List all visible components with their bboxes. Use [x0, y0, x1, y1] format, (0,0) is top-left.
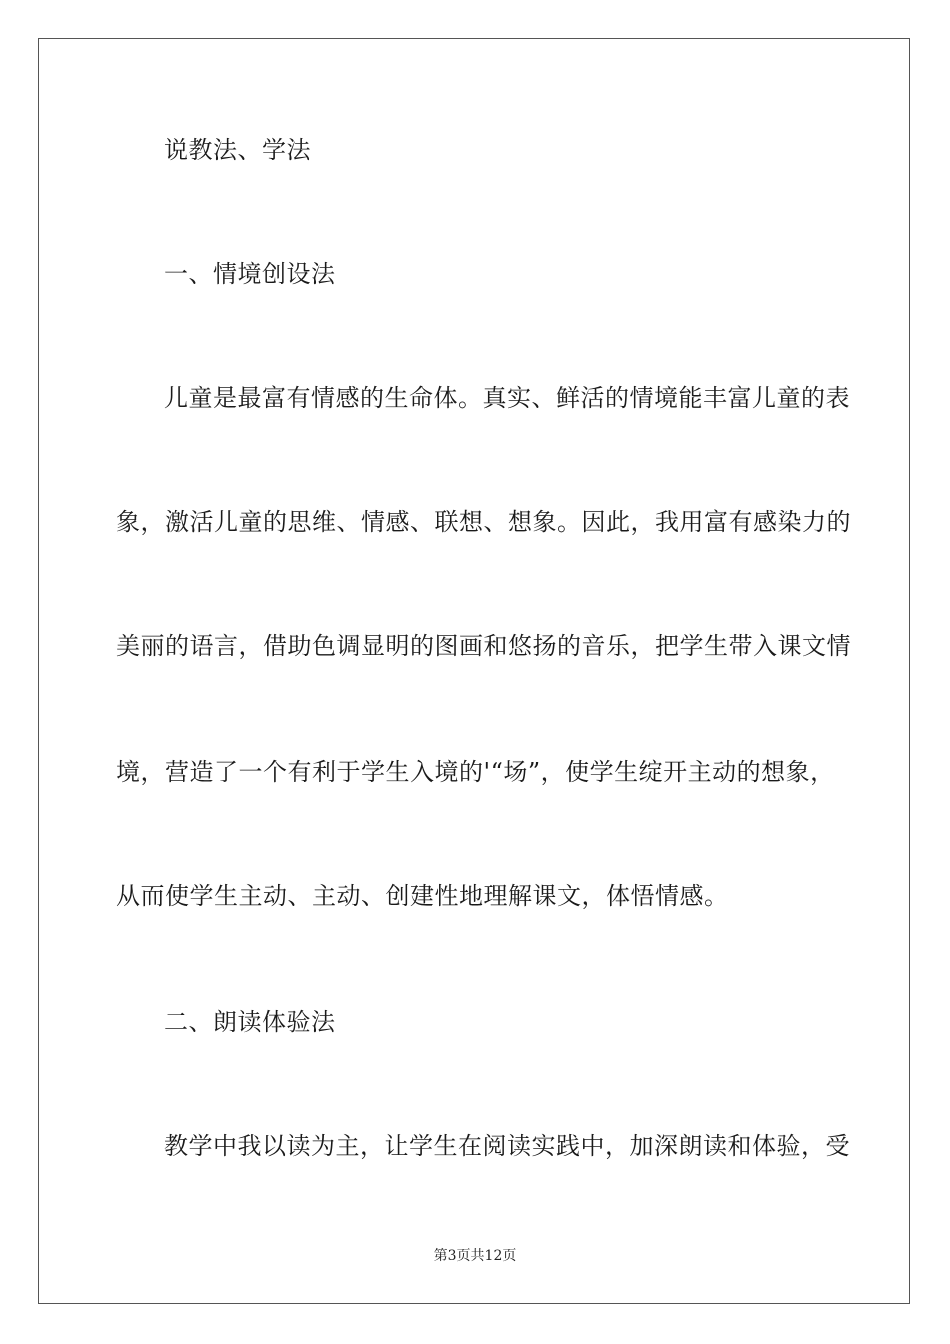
- heading-reading-method: 二、朗读体验法: [164, 1008, 336, 1036]
- heading-situation-method: 一、情境创设法: [164, 260, 336, 288]
- paragraph-line: 从而使学生主动、主动、创建性地理解课文，体悟情感。: [116, 882, 729, 910]
- heading-methods: 说教法、学法: [164, 136, 311, 164]
- paragraph-line: 象，激活儿童的思维、情感、联想、想象。因此，我用富有感染力的: [116, 508, 851, 536]
- paragraph-line: 教学中我以读为主，让学生在阅读实践中，加深朗读和体验，受: [164, 1132, 850, 1160]
- page-number: 第3页: [433, 1248, 471, 1264]
- page-frame: [38, 38, 910, 1304]
- page-footer: [0, 1247, 950, 1265]
- paragraph-line: 儿童是最富有情感的生命体。真实、鲜活的情境能丰富儿童的表: [164, 384, 850, 412]
- page-total: 共12页: [470, 1248, 517, 1264]
- paragraph-line: 境，营造了一个有利于学生入境的'“场”，使学生绽开主动的想象，: [116, 758, 835, 786]
- paragraph-line: 美丽的语言，借助色调显明的图画和悠扬的音乐，把学生带入课文情: [116, 632, 851, 660]
